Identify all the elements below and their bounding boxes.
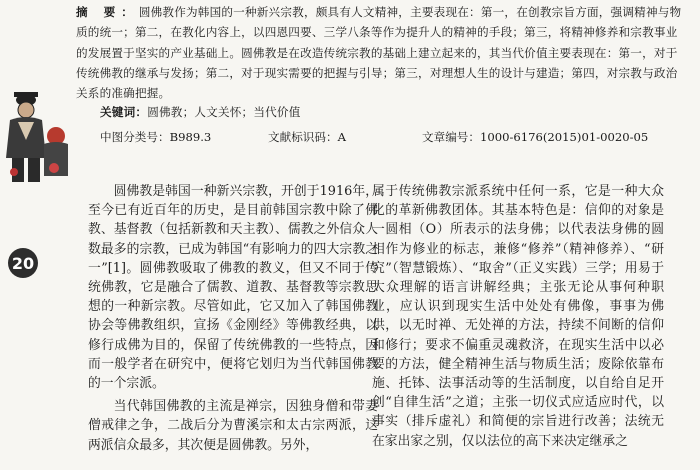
keywords-text: 圆佛教；人文关怀；当代价值	[147, 105, 301, 120]
abstract-block	[76, 2, 688, 122]
keywords-label: 关键词：	[100, 105, 148, 120]
document-code: 文献标识码：A	[268, 130, 346, 144]
body-paragraph: 属于传统佛教宗派系统中任何一系，它是一种大众化的革新佛教团体。其基本特色是：信仰的对象是一圆相（O）所表示的法身佛；以代表法身佛的圆相作为修业的标志，兼修“修养”（精神修养）、“研究”（智慧锻炼）、“取舍”（正义实践）三学；用易于大众理解的语言讲解经典；主张无论从事何种职业，应认识到现实生活中处处有佛像，事事为佛供，以无时禅、无处禅的方法，持续不间断的信仰和修行；要求不偏重灵魂救济，在现实生活中以必要的方法，健全精神生活与物质生活；废除依靠布施、托钵、法事活动等的生活制度，以自给自足开创“自律生活”之道；主张一切仪式应适应时代，以事实（排斥虚礼）和简便的宗旨进行改善；法统无在家出家之别，仅以法位的高下来决定继承之	[372, 184, 664, 449]
abstract-label: 摘 要：	[76, 5, 139, 19]
clc-number: 中图分类号：B989.3	[100, 130, 212, 144]
abstract-text: 圆佛教作为韩国的一种新兴宗教，颇具有人文精神，主要表现在：第一，在创教宗旨方面，强调精神与物质的统一；第二，在教化内容上，以四恩四要、三学八条等作为提升人的精神的手段；第三，将精神修养和宗教事业的发展置于坚实的产业基础上。圆佛教是在改造传统宗教的基础上建立起来的，其当代价值主要表现在：第一，对于传统佛教的继承与发扬；第二，对于现实需要的把握与引导；第三，对理想人生的设计与建造；第四，对宗教与政治关系的准确把握。	[76, 5, 682, 101]
body-column-right	[372, 182, 664, 451]
figure-illustration	[0, 80, 70, 192]
body-paragraph: 圆佛教是韩国一种新兴宗教，开创于1916年，至今已有近百年的历史，是目前韩国宗教中除了佛教、基督教（包括新教和天主教）、儒教之外信众人数最多的宗教，已成为韩国“有影响力的四大宗教之一”[1]。圆佛教吸取了佛教的教义，但又不同于传统佛教，它是融合了儒教、道教、基督教等宗教思想的一种新宗教。尽管如此，它又加入了韩国佛教协会等佛教组织，宣扬《金刚经》等佛教经典，以修行成佛为目的，保留了传统佛教的一些特点，因而一般学者在研究中，便将它划归为当代韩国佛教的一个宗派。	[88, 184, 378, 392]
body-paragraph: 当代韩国佛教的主流是禅宗，因独身僧和带妻僧戒律之争，二战后分为曹溪宗和太古宗两派，这两派信众最多，其次便是圆佛教。另外，	[88, 399, 378, 453]
article-number: 文章编号：1000-6176(2015)01-0020-05	[422, 130, 649, 144]
body-column-left	[88, 182, 378, 455]
page-number-badge: 20	[8, 248, 38, 278]
